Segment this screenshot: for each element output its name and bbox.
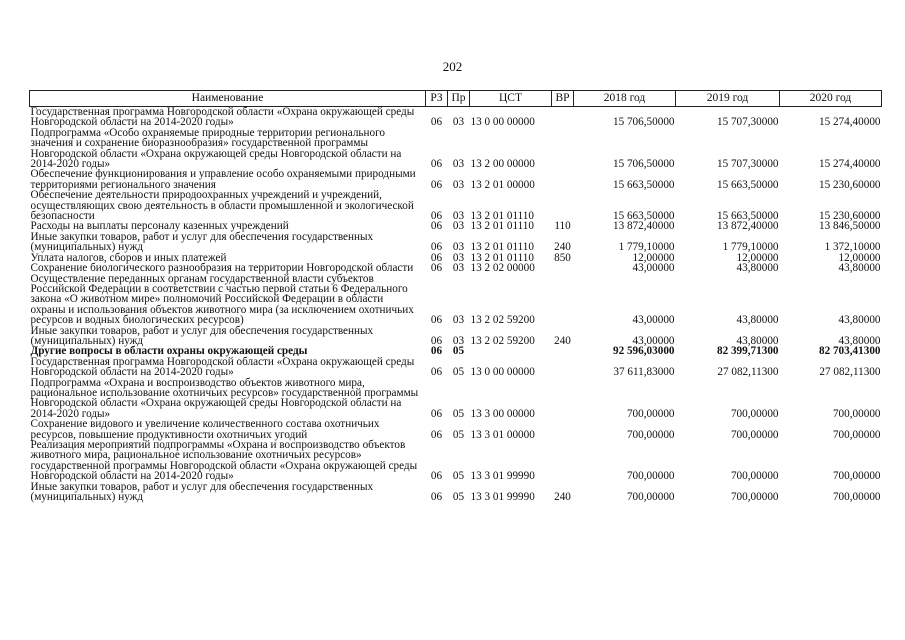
cell-rz: 06 xyxy=(430,491,443,504)
cell-vr xyxy=(552,128,574,170)
table-row xyxy=(30,169,882,190)
cell-rz: 06 xyxy=(430,241,443,254)
cell-pr: 03 xyxy=(452,314,465,327)
cell-pr: 03 xyxy=(452,251,465,264)
table-row xyxy=(30,128,882,170)
cell-pr: 03 xyxy=(452,158,465,171)
cell-vr: 240 xyxy=(554,334,571,347)
table-row xyxy=(30,274,882,326)
cell-name: Осуществление переданных органам государственной власти субъектов Российской Федерации в соответствии с частью первой статьи 6 Федерального закона «О животном мире» полномочий Российской Федерации в области охраны и использования объектов животного мира (за исключением охотничьих ресурсов и водных биологических ресурсов) xyxy=(30,272,414,327)
cell-2018: 15 663,50000 xyxy=(612,178,675,191)
cell-2018: 43,00000 xyxy=(632,314,675,327)
cell-rz: 06 xyxy=(430,116,443,129)
cell-rz: 06 xyxy=(430,366,443,379)
cell-2018: 43,00000 xyxy=(632,262,675,275)
cell-2020: 15 274,40000 xyxy=(818,158,881,171)
cell-2018: 92 596,03000 xyxy=(612,345,675,358)
cell-pr: 03 xyxy=(452,116,465,129)
cell-name: Обеспечение функционирования и управление особо охраняемыми природными территориями регионального значения xyxy=(30,168,416,191)
cell-pr: 03 xyxy=(452,262,465,275)
header-pr: Пр xyxy=(448,91,470,107)
cell-pr: 03 xyxy=(452,178,465,191)
table-row xyxy=(30,326,882,347)
cell-name: Расходы на выплаты персоналу казенных учреждений xyxy=(30,220,289,233)
cell-name: Иные закупки товаров, работ и услуг для обеспечения государственных (муниципальных) нужд xyxy=(30,324,374,347)
table-row xyxy=(30,482,882,503)
cell-2019: 43,80000 xyxy=(736,262,779,275)
cell-rz: 06 xyxy=(430,158,443,171)
cell-vr xyxy=(552,190,574,221)
cell-2018: 700,00000 xyxy=(626,470,675,483)
header-cst: ЦСТ xyxy=(470,91,552,107)
cell-vr xyxy=(552,169,574,190)
cell-2019: 700,00000 xyxy=(730,491,779,504)
cell-2020: 1 372,10000 xyxy=(824,241,881,254)
cell-name: Иные закупки товаров, работ и услуг для обеспечения государственных (муниципальных) нужд xyxy=(30,480,374,504)
cell-name: Подпрограмма «Особо охраняемые природные территории регионального значения и сохранение биоразнообразия» государственной программы Новгородской области «Охрана окружающей среды Новгородской области на 2014-2020 годы» xyxy=(30,126,402,171)
cell-2018: 43,00000 xyxy=(632,334,675,347)
cell-vr: 850 xyxy=(554,251,571,264)
cell-2019: 13 872,40000 xyxy=(716,220,779,233)
cell-cst: 13 2 01 01110 xyxy=(470,241,534,254)
cell-2019: 700,00000 xyxy=(730,428,779,441)
cell-cst: 13 3 01 99990 xyxy=(470,491,535,504)
cell-name: Сохранение биологического разнообразия на территории Новгородской области xyxy=(30,262,414,275)
cell-cst: 13 2 01 01110 xyxy=(470,251,534,264)
cell-2019: 15 707,30000 xyxy=(716,158,779,171)
cell-pr: 03 xyxy=(452,334,465,347)
cell-2018: 15 706,50000 xyxy=(612,158,675,171)
table-row xyxy=(30,357,882,378)
table-row xyxy=(30,190,882,221)
cell-2019: 700,00000 xyxy=(730,470,779,483)
cell-cst: 13 3 01 00000 xyxy=(470,428,535,441)
cell-cst: 13 0 00 00000 xyxy=(470,366,535,379)
table-row xyxy=(30,232,882,253)
table-row xyxy=(30,107,882,128)
cell-vr: 240 xyxy=(554,241,571,254)
cell-name: Реализация мероприятий подпрограммы «Охрана и воспроизводство объектов животного мира, рациональное использование охотничьих ресурсов» государственной программы Новгородской области «Охрана окружающей среды Новгородской области на 2014-2020 годы» xyxy=(30,439,418,483)
cell-2020: 43,80000 xyxy=(838,262,881,275)
cell-2018: 700,00000 xyxy=(626,491,675,504)
cell-2019: 15 707,30000 xyxy=(716,116,779,129)
cell-2020: 700,00000 xyxy=(832,428,881,441)
cell-2018: 12,00000 xyxy=(632,251,675,264)
cell-rz: 06 xyxy=(430,314,443,327)
cell-2019: 12,00000 xyxy=(736,251,779,264)
cell-name: Обеспечение деятельности природоохранных учреждений и учреждений, осуществляющих свою деятельность в области промышленной и экологической безопасности xyxy=(30,189,414,223)
cell-name: Подпрограмма «Охрана и воспроизводство объектов животного мира, рациональное использование охотничьих ресурсов» государственной программы Новгородской области «Охрана окружающей среды Новгородской области на 2014-2020 годы» xyxy=(30,376,419,420)
cell-2018: 700,00000 xyxy=(626,407,675,420)
cell-vr xyxy=(552,107,574,128)
cell-rz: 06 xyxy=(430,262,443,275)
cell-pr: 05 xyxy=(452,366,465,379)
cell-vr: 240 xyxy=(554,491,571,504)
cell-2019: 82 399,71300 xyxy=(716,345,779,358)
cell-2018: 15 663,50000 xyxy=(612,210,675,223)
cell-2020: 43,80000 xyxy=(838,314,881,327)
cell-2020: 15 230,60000 xyxy=(818,178,881,191)
table-body xyxy=(30,107,882,503)
cell-vr xyxy=(552,419,574,440)
budget-table xyxy=(29,90,882,502)
cell-2019: 27 082,11300 xyxy=(717,366,779,379)
cell-2019: 43,80000 xyxy=(736,314,779,327)
cell-2019: 43,80000 xyxy=(736,334,779,347)
cell-cst: 13 2 01 01110 xyxy=(470,220,534,233)
cell-name: Иные закупки товаров, работ и услуг для обеспечения государственных (муниципальных) нужд xyxy=(30,230,374,254)
cell-name: Уплата налогов, сборов и иных платежей xyxy=(30,251,227,264)
cell-cst: 13 2 01 00000 xyxy=(470,178,535,191)
header-vr: ВР xyxy=(552,91,574,107)
cell-name: Государственная программа Новгородской области «Охрана окружающей среды Новгородской области на 2014-2020 годы» xyxy=(30,106,415,129)
cell-pr: 03 xyxy=(452,220,465,233)
table-row xyxy=(30,263,882,273)
cell-pr: 05 xyxy=(452,407,465,420)
cell-rz: 06 xyxy=(430,470,443,483)
cell-pr: 05 xyxy=(452,470,465,483)
cell-rz: 06 xyxy=(430,428,443,441)
page-number: 202 xyxy=(442,59,463,74)
cell-name: Сохранение видового и увеличение количественного состава охотничьих ресурсов, повышение продуктивности охотничьих угодий xyxy=(30,418,380,441)
cell-name: Другие вопросы в области охраны окружающей среды xyxy=(30,345,308,358)
cell-vr xyxy=(552,378,574,420)
cell-pr: 05 xyxy=(452,428,465,441)
table-row xyxy=(30,440,882,482)
cell-vr xyxy=(552,263,574,273)
cell-cst: 13 2 02 59200 xyxy=(470,334,535,347)
cell-2020: 13 846,50000 xyxy=(818,220,881,233)
cell-pr: 05 xyxy=(452,491,465,504)
cell-name: Государственная программа Новгородской области «Охрана окружающей среды Новгородской области на 2014-2020 годы» xyxy=(30,355,415,379)
table-row xyxy=(30,419,882,440)
cell-2019: 1 779,10000 xyxy=(722,241,779,254)
cell-2020: 15 274,40000 xyxy=(818,116,881,129)
cell-pr: 03 xyxy=(452,241,465,254)
cell-2020: 700,00000 xyxy=(832,407,881,420)
cell-2018: 700,00000 xyxy=(626,428,675,441)
cell-2020: 12,00000 xyxy=(838,251,881,264)
header-2020: 2020 год xyxy=(780,91,882,107)
cell-pr: 05 xyxy=(452,345,465,358)
table-row xyxy=(30,378,882,420)
header-name: Наименование xyxy=(30,91,426,107)
cell-rz: 06 xyxy=(430,220,443,233)
cell-cst: 13 3 01 99990 xyxy=(470,470,535,483)
cell-2020: 700,00000 xyxy=(832,470,881,483)
cell-cst: 13 3 00 00000 xyxy=(470,407,535,420)
cell-cst: 13 2 02 00000 xyxy=(470,262,535,275)
cell-2020: 15 230,60000 xyxy=(818,210,881,223)
cell-cst: 13 2 01 01110 xyxy=(470,210,534,223)
header-2018: 2018 год xyxy=(574,91,676,107)
cell-2018: 1 779,10000 xyxy=(618,241,675,254)
table-header-row xyxy=(30,91,882,107)
cell-2018: 13 872,40000 xyxy=(612,220,675,233)
cell-2018: 37 611,83000 xyxy=(613,366,675,379)
cell-rz: 06 xyxy=(430,345,443,358)
cell-2019: 700,00000 xyxy=(730,407,779,420)
cell-cst: 13 0 00 00000 xyxy=(470,116,535,129)
cell-cst xyxy=(470,346,552,356)
cell-2019: 15 663,50000 xyxy=(716,178,779,191)
cell-rz: 06 xyxy=(430,251,443,264)
header-2019: 2019 год xyxy=(676,91,780,107)
cell-2020: 43,80000 xyxy=(838,334,881,347)
cell-2019: 15 663,50000 xyxy=(716,210,779,223)
cell-rz: 06 xyxy=(430,210,443,223)
cell-vr xyxy=(552,274,574,326)
cell-cst: 13 2 02 59200 xyxy=(470,314,535,327)
cell-vr: 110 xyxy=(554,220,571,233)
cell-vr xyxy=(552,440,574,482)
cell-rz: 06 xyxy=(430,334,443,347)
cell-2018: 15 706,50000 xyxy=(612,116,675,129)
cell-rz: 06 xyxy=(430,407,443,420)
cell-cst: 13 2 00 00000 xyxy=(470,158,535,171)
cell-vr xyxy=(552,357,574,378)
cell-vr xyxy=(552,346,574,356)
cell-2020: 27 082,11300 xyxy=(819,366,881,379)
cell-2020: 700,00000 xyxy=(832,491,881,504)
cell-pr: 03 xyxy=(452,210,465,223)
cell-2020: 82 703,41300 xyxy=(818,345,881,358)
header-rz: РЗ xyxy=(426,91,448,107)
cell-rz: 06 xyxy=(430,178,443,191)
